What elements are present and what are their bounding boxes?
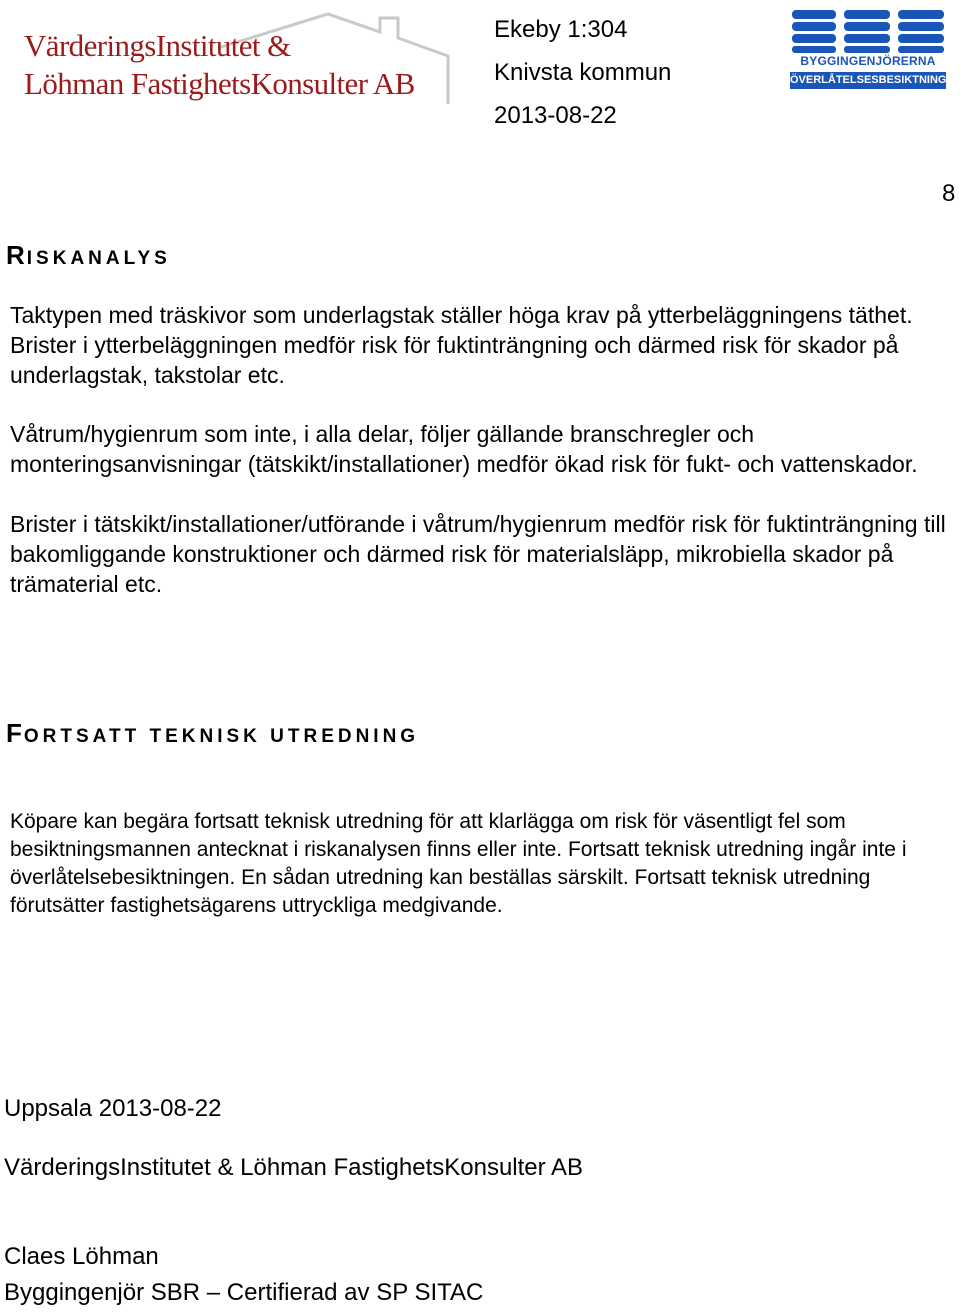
fortsatt-heading-initial: F	[6, 718, 24, 748]
property-designation: Ekeby 1:304	[494, 16, 628, 43]
riskanalys-heading-initial: R	[6, 240, 27, 270]
riskanalys-paragraph-3: Brister i tätskikt/installationer/utförande i våtrum/hygienrum medför risk för fuktinträngning till bakomliggande konstruktioner och därmed risk för materialsläpp, mikrobiella skador på trämaterial etc.	[10, 511, 946, 597]
riskanalys-paragraph-1: Taktypen med träskivor som underlagstak ställer höga krav på ytterbeläggningens täthet. Brister i ytterbeläggningen medför risk för fuktinträngning och därmed risk för skador på underlagstak, takstolar etc.	[10, 302, 913, 388]
sbr-letters-icon	[790, 8, 946, 54]
signature-name: Claes Löhman	[4, 1243, 159, 1270]
company-logo-line2: Löhman FastighetsKonsulter AB	[24, 66, 415, 101]
signature-place-date: Uppsala 2013-08-22	[4, 1095, 222, 1122]
riskanalys-heading	[6, 240, 171, 271]
sbr-logo	[790, 8, 946, 88]
page-number: 8	[942, 180, 956, 207]
report-date: 2013-08-22	[494, 102, 617, 129]
signature-title: Byggingenjör SBR – Certifierad av SP SITAC	[4, 1279, 484, 1306]
fortsatt-heading-rest: ORTSATT TEKNISK UTREDNING	[23, 726, 420, 747]
sbr-logo-text: BYGGINGENJÖRERNA	[800, 54, 936, 68]
header-info	[494, 8, 671, 137]
sbr-logo-subtext: ÖVERLÅTELSESBESIKTNING	[790, 72, 946, 89]
riskanalys-paragraph-2: Våtrum/hygienrum som inte, i alla delar, följer gällande branschregler och monteringsanvisningar (tätskikt/installationer) medför ökad risk för fukt- och vattenskador.	[10, 421, 918, 477]
company-logo-line1: VärderingsInstitutet &	[24, 28, 291, 63]
riskanalys-heading-rest: ISKANALYS	[26, 248, 171, 269]
fortsatt-heading	[6, 718, 419, 749]
fortsatt-paragraph: Köpare kan begära fortsatt teknisk utredning för att klarlägga om risk för väsentligt fel som besiktningsmannen antecknat i riskanalysen finns eller inte. Fortsatt teknisk utredning ingår inte i överlåtelsebesiktningen. En sådan utredning kan beställas särskilt. Fortsatt teknisk utredning förutsätter fastighetsägarens uttryckliga medgivande.	[10, 810, 907, 917]
company-logo	[18, 8, 458, 104]
municipality: Knivsta kommun	[494, 59, 672, 86]
signature-company: VärderingsInstitutet & Löhman FastighetsKonsulter AB	[4, 1154, 583, 1181]
